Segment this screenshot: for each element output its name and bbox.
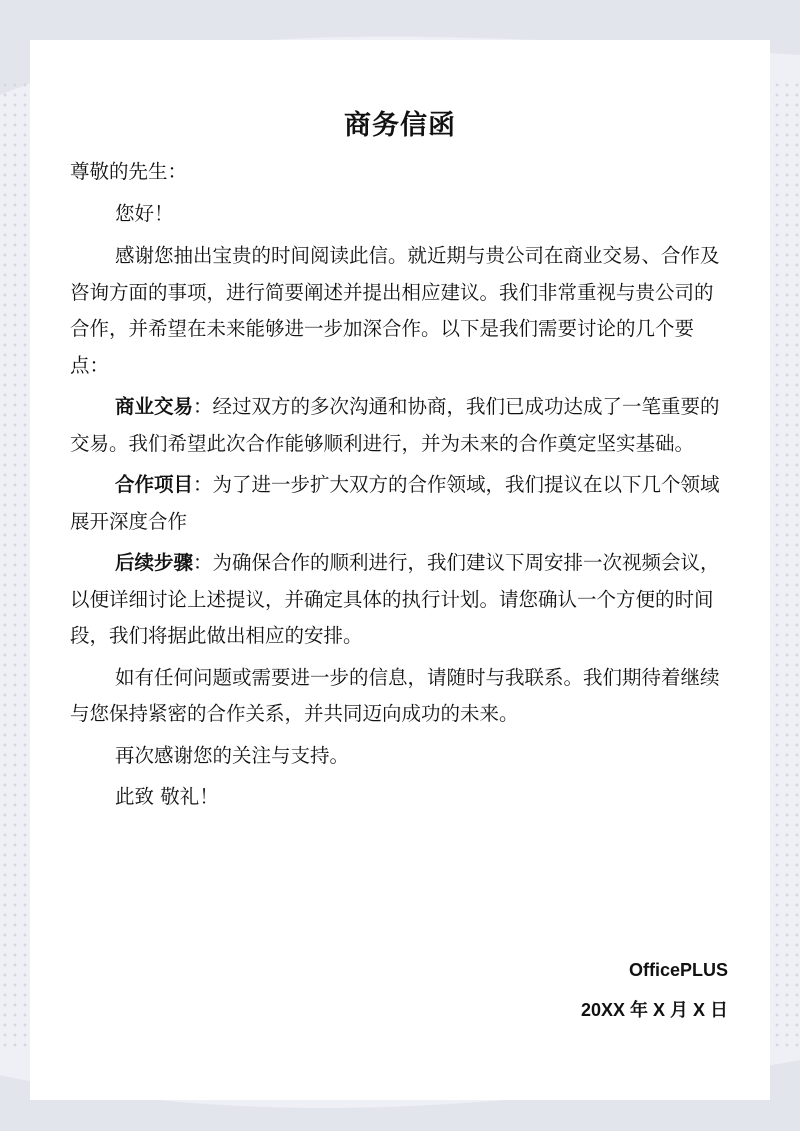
point-next-steps bbox=[70, 545, 732, 655]
dot-pattern-right bbox=[772, 80, 800, 1050]
point-text: ：为确保合作的顺利进行，我们建议下周安排一次视频会议，以便详细讨论上述提议，并确定具体的执行计划。请您确认一个方便的时间段，我们将据此做出相应的安排。 bbox=[70, 551, 720, 647]
contact-paragraph: 如有任何问题或需要进一步的信息，请随时与我联系。我们期待着继续与您保持紧密的合作关系，并共同迈向成功的未来。 bbox=[70, 665, 720, 725]
point-text: ：经过双方的多次沟通和协商，我们已成功达成了一笔重要的交易。我们希望此次合作能够顺利进行，并为未来的合作奠定坚实基础。 bbox=[70, 395, 720, 455]
point-label: 合作项目 bbox=[115, 473, 194, 496]
salutation: 尊敬的先生： bbox=[70, 160, 188, 183]
greeting: 您好！ bbox=[115, 201, 174, 225]
letter-body bbox=[70, 154, 732, 821]
intro-paragraph: 感谢您抽出宝贵的时间阅读此信。就近期与贵公司在商业交易、合作及咨询方面的事项，进行简要阐述并提出相应建议。我们非常重视与贵公司的合作，并希望在未来能够进一步加深合作。以下是我们需要讨论的几个要点： bbox=[70, 244, 720, 377]
point-cooperation-project bbox=[70, 467, 732, 540]
point-label: 商业交易 bbox=[115, 395, 194, 418]
point-label: 后续步骤 bbox=[115, 551, 194, 574]
letter-title: 商务信函 bbox=[344, 110, 456, 141]
point-text: ：为了进一步扩大双方的合作领域，我们提议在以下几个领域展开深度合作 bbox=[70, 473, 720, 533]
closing: 此致 敬礼！ bbox=[115, 785, 219, 808]
signature-block bbox=[581, 950, 728, 1030]
thanks-paragraph: 再次感谢您的关注与支持。 bbox=[115, 743, 350, 767]
point-business-transaction bbox=[70, 389, 732, 462]
dot-pattern-left bbox=[0, 80, 28, 1050]
sender-name: OfficePLUS bbox=[628, 960, 728, 980]
letter-date: 20XX 年 X 月 X 日 bbox=[580, 1000, 728, 1020]
